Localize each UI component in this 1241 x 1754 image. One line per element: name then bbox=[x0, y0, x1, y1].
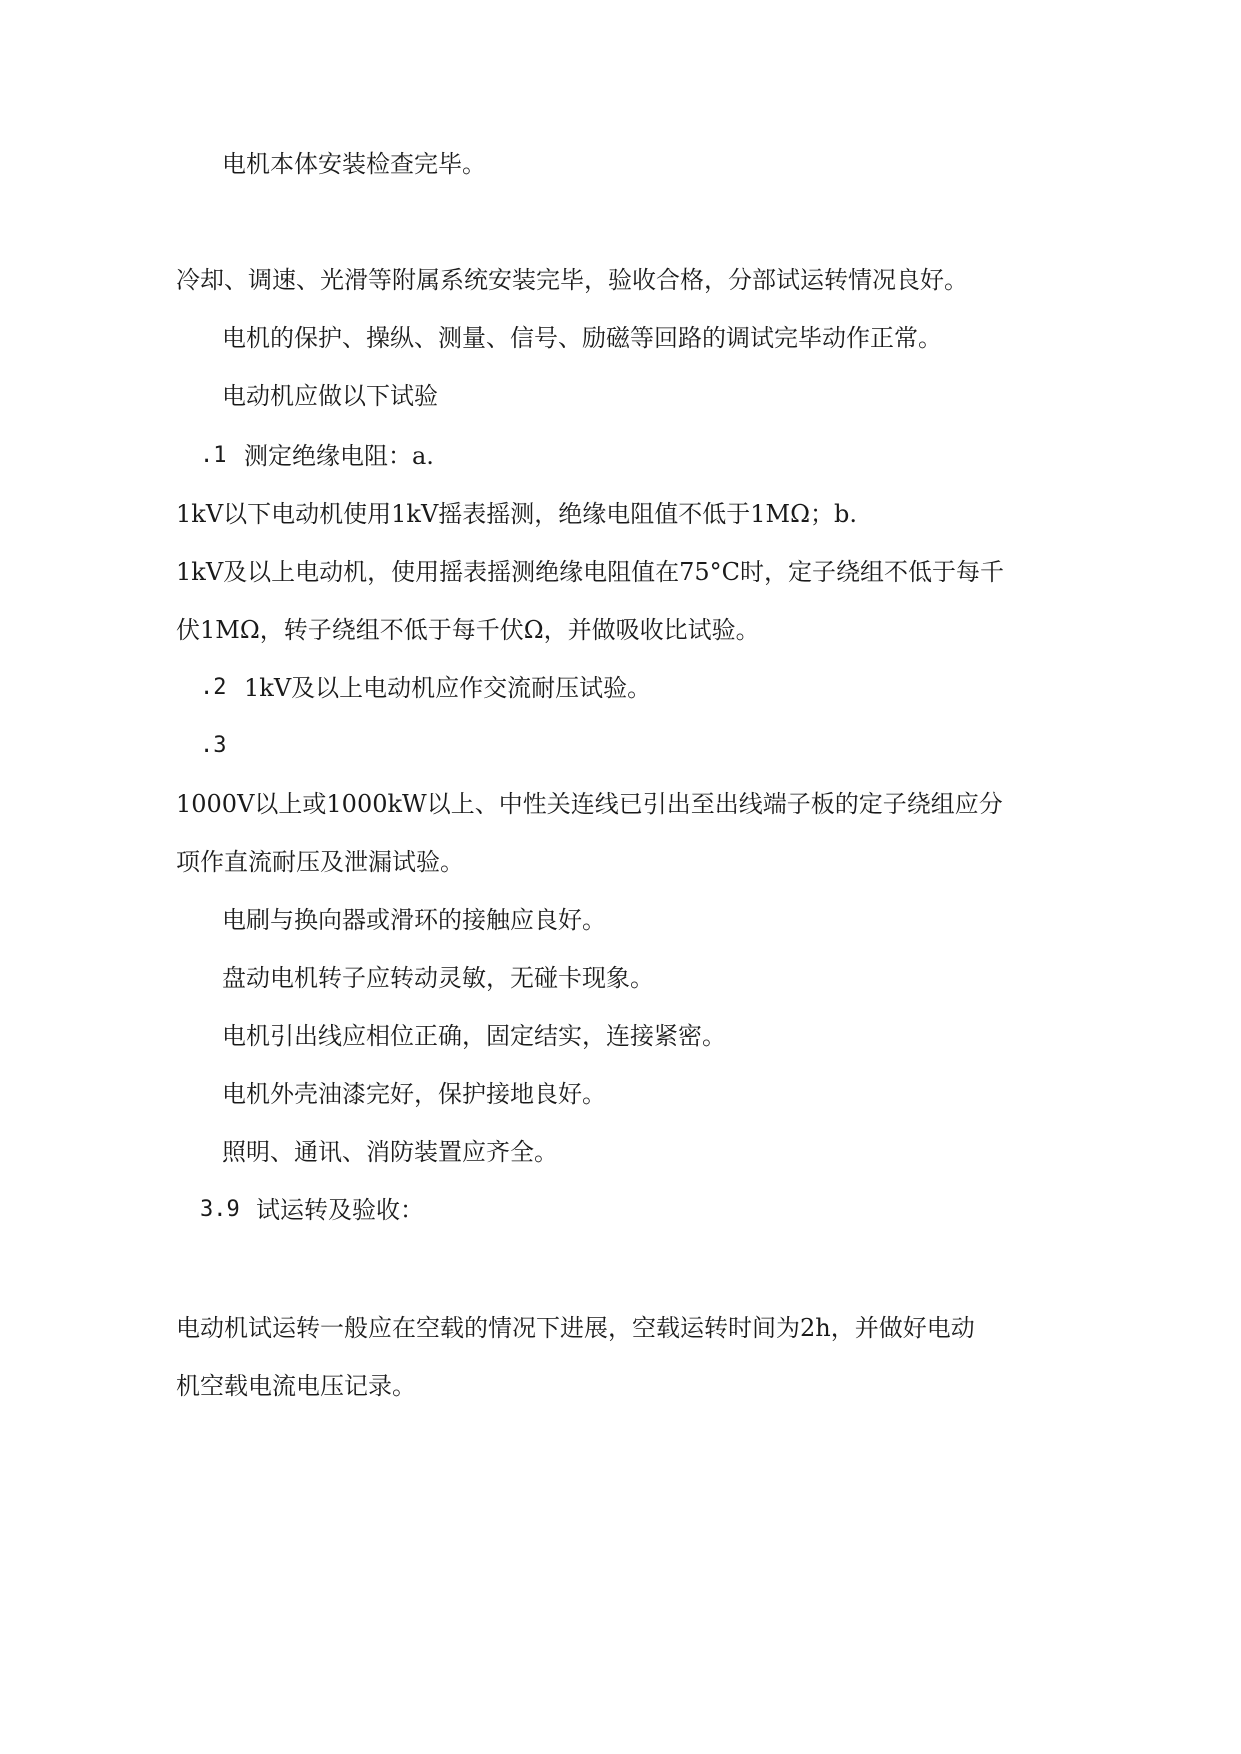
item-number: .1 bbox=[200, 443, 227, 468]
item-number: .3 bbox=[200, 733, 227, 758]
paragraph-line: 电刷与换向器或滑环的接触应良好。 bbox=[222, 906, 606, 934]
paragraph-line: 电机引出线应相位正确，固定结实，连接紧密。 bbox=[222, 1022, 726, 1050]
paragraph-line: 盘动电机转子应转动灵敏，无碰卡现象。 bbox=[222, 964, 654, 992]
section-number: 3.9 bbox=[200, 1197, 240, 1222]
paragraph-line: 电动机试运转一般应在空载的情况下进展，空载运转时间为2h，并做好电动 bbox=[176, 1314, 975, 1342]
paragraph-line: 1kV以下电动机使用1kV摇表摇测，绝缘电阻值不低于1MΩ；b. bbox=[176, 500, 858, 528]
paragraph-line: 伏1MΩ，转子绕组不低于每千伏Ω，并做吸收比试验。 bbox=[176, 616, 760, 644]
item-number: .2 bbox=[200, 675, 227, 700]
paragraph-line: 1000V以上或1000kW以上、中性关连线已引出至出线端子板的定子绕组应分 bbox=[176, 790, 1003, 818]
paragraph-line: 1kV及以上电动机应作交流耐压试验。 bbox=[244, 674, 652, 702]
paragraph-line: 电机外壳油漆完好，保护接地良好。 bbox=[222, 1080, 606, 1108]
paragraph-line: 电机的保护、操纵、测量、信号、励磁等回路的调试完毕动作正常。 bbox=[222, 324, 942, 352]
section-heading: 试运转及验收： bbox=[256, 1196, 424, 1224]
paragraph-line: 1kV及以上电动机，使用摇表摇测绝缘电阻值在75°C时，定子绕组不低于每千 bbox=[176, 558, 1005, 586]
paragraph-line: 测定绝缘电阻：a. bbox=[244, 442, 434, 470]
paragraph-line: 电动机应做以下试验 bbox=[222, 382, 438, 410]
paragraph-line: 冷却、调速、光滑等附属系统安装完毕，验收合格，分部试运转情况良好。 bbox=[176, 266, 968, 294]
paragraph-line: 项作直流耐压及泄漏试验。 bbox=[176, 848, 464, 876]
paragraph-line: 机空载电流电压记录。 bbox=[176, 1372, 416, 1400]
paragraph-line: 照明、通讯、消防装置应齐全。 bbox=[222, 1138, 558, 1166]
paragraph-line: 电机本体安装检查完毕。 bbox=[222, 150, 486, 178]
